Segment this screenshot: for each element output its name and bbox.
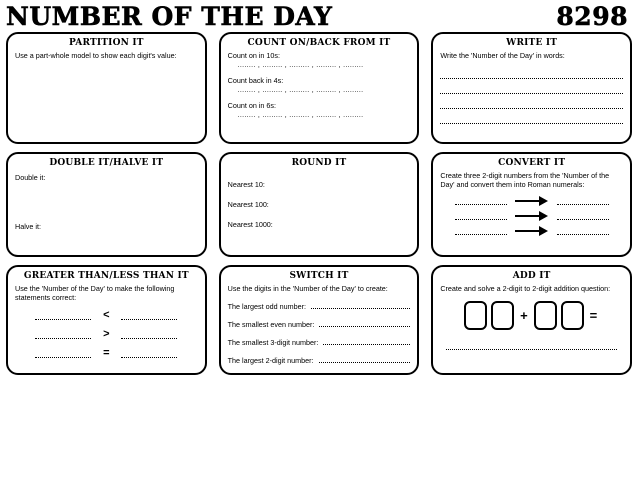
count-back-4s-blanks[interactable]: ........ , ......... , ......... , ......... , ......... — [237, 87, 364, 94]
comparison-left-blank-1[interactable] — [35, 310, 91, 320]
write-line-1[interactable] — [440, 64, 623, 79]
right-arrow-icon — [515, 211, 549, 220]
addition-answer-blank[interactable] — [446, 340, 617, 350]
card-instruction-greater-less: Use the 'Number of the Day' to make the following statements correct: — [15, 284, 175, 302]
convert-number-blank-1[interactable] — [455, 195, 507, 205]
card-partition-it — [6, 32, 207, 144]
card-instruction-partition: Use a part-whole model to show each digit's value: — [15, 51, 177, 60]
addend2-ones-box[interactable] — [561, 301, 584, 330]
count-6s-label: Count on in 6s: — [227, 101, 277, 110]
comparison-row — [15, 347, 198, 359]
card-double-halve — [6, 152, 207, 257]
switch-item-row — [228, 335, 411, 347]
card-title-round: ROUND IT — [291, 158, 347, 168]
count-6s-blanks[interactable]: ........ , ......... , ......... , ......... , ......... — [237, 112, 364, 119]
switch-label-largest-odd: The largest odd number: — [227, 302, 306, 311]
switch-label-largest-2-digit: The largest 2-digit number: — [227, 356, 314, 365]
halve-it-label: Halve it: — [15, 222, 41, 231]
round-nearest-10-label: Nearest 10: — [227, 180, 265, 189]
page-header — [6, 4, 632, 30]
comparison-symbol-equals: = — [103, 347, 110, 359]
partition-work-area[interactable] — [15, 63, 198, 133]
right-arrow-icon — [515, 196, 549, 205]
card-add-it — [431, 265, 632, 375]
card-title-double-halve: DOUBLE IT/HALVE IT — [49, 158, 164, 168]
convert-row — [440, 195, 623, 205]
write-line-3[interactable] — [440, 94, 623, 109]
card-count-on-back — [219, 32, 420, 144]
count-10s-blanks[interactable]: ........ , ......... , ......... , ......... , ......... — [237, 62, 364, 69]
comparison-right-blank-2[interactable] — [121, 329, 177, 339]
card-title-count: COUNT ON/BACK FROM IT — [247, 38, 391, 48]
comparison-left-blank-3[interactable] — [35, 348, 91, 358]
card-write-it — [431, 32, 632, 144]
addend1-ones-box[interactable] — [491, 301, 514, 330]
switch-blank-smallest-even[interactable] — [319, 317, 410, 327]
addition-equation-row — [440, 301, 623, 330]
count-10s-label: Count on in 10s: — [227, 51, 281, 60]
comparison-left-blank-2[interactable] — [35, 329, 91, 339]
convert-roman-blank-2[interactable] — [557, 210, 609, 220]
switch-label-smallest-even: The smallest even number: — [227, 320, 315, 329]
number-of-the-day-value: 8298 — [556, 2, 628, 31]
convert-rows — [440, 195, 623, 235]
switch-item-row — [228, 317, 411, 329]
switch-blank-largest-odd[interactable] — [311, 299, 410, 309]
comparison-right-blank-1[interactable] — [121, 310, 177, 320]
card-instruction-convert: Create three 2-digit numbers from the 'Number of the Day' and convert them into Roman numerals: — [440, 171, 610, 189]
switch-item-row — [228, 353, 411, 365]
card-switch-it — [219, 265, 420, 375]
switch-blank-smallest-3-digit[interactable] — [323, 335, 410, 345]
convert-roman-blank-1[interactable] — [557, 195, 609, 205]
card-title-switch: SWITCH IT — [289, 271, 349, 281]
card-instruction-add: Create and solve a 2-digit to 2-digit addition question: — [440, 284, 611, 293]
write-line-4[interactable] — [440, 109, 623, 124]
convert-row — [440, 210, 623, 220]
card-title-partition: PARTITION IT — [68, 38, 144, 48]
card-greater-less-than — [6, 265, 207, 375]
card-instruction-switch: Use the digits in the 'Number of the Day' to create: — [227, 284, 388, 293]
card-title-greater-less: GREATER THAN/LESS THAN IT — [23, 271, 189, 281]
round-nearest-100-label: Nearest 100: — [227, 200, 269, 209]
convert-roman-blank-3[interactable] — [557, 225, 609, 235]
page-title: NUMBER OF THE DAY — [6, 2, 333, 31]
activity-grid — [6, 32, 632, 375]
card-round-it — [219, 152, 420, 257]
convert-number-blank-2[interactable] — [455, 210, 507, 220]
comparison-symbol-less-than: < — [103, 309, 110, 321]
write-line-2[interactable] — [440, 79, 623, 94]
equals-sign: = — [589, 308, 598, 323]
convert-number-blank-3[interactable] — [455, 225, 507, 235]
switch-label-smallest-3-digit: The smallest 3-digit number: — [227, 338, 319, 347]
right-arrow-icon — [515, 226, 549, 235]
addend1-tens-box[interactable] — [464, 301, 487, 330]
double-it-label: Double it: — [15, 173, 46, 182]
round-nearest-1000-label: Nearest 1000: — [227, 220, 273, 229]
comparison-row — [15, 309, 198, 321]
comparison-right-blank-3[interactable] — [121, 348, 177, 358]
switch-item-row — [228, 299, 411, 311]
card-title-add: ADD IT — [512, 271, 551, 281]
card-convert-it — [431, 152, 632, 257]
write-answer-lines[interactable] — [440, 64, 623, 124]
card-title-convert: CONVERT IT — [498, 158, 566, 168]
card-title-write: WRITE IT — [506, 38, 558, 48]
comparison-row — [15, 328, 198, 340]
comparison-symbol-greater-than: > — [103, 328, 110, 340]
plus-sign: + — [520, 308, 528, 323]
count-back-4s-label: Count back in 4s: — [227, 76, 284, 85]
card-instruction-write: Write the 'Number of the Day' in words: — [440, 51, 565, 60]
switch-blank-largest-2-digit[interactable] — [319, 353, 411, 363]
convert-row — [440, 225, 623, 235]
addend2-tens-box[interactable] — [534, 301, 557, 330]
